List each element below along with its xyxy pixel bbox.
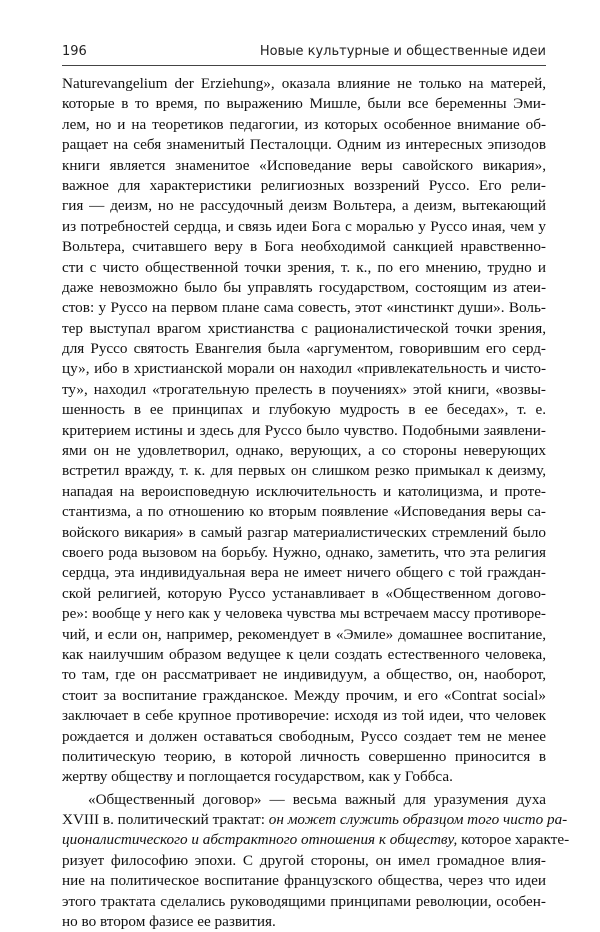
- text-line: ской религией, которую Руссо устанавливает в «Общественном догово-: [62, 584, 546, 602]
- text-line: политическую теорию, в которой личность совершенно приносится в: [62, 747, 546, 765]
- text-line: ями он не удовлетворил, однако, верующих, а со стороны неверующих: [62, 442, 546, 460]
- paragraph-rousseau-religion: [62, 74, 546, 788]
- paragraph-social-contract: [62, 790, 570, 932]
- text-line: то там, где он рассматривает не индивидуум, а общество, он, наоборот,: [62, 666, 546, 684]
- emphasis-text: он может служить образцом того чисто ра-: [268, 811, 568, 829]
- text-line: цу», ибо в христианской морали он находил «привлекательность и чисто-: [62, 360, 546, 378]
- text-line: войского викария» в самый разгар материалистических стремлений было: [62, 523, 546, 541]
- header-rule: [62, 65, 546, 66]
- text-line: стов: у Руссо на первом плане сама совесть, этот «инстинкт души». Воль-: [62, 299, 546, 317]
- text-line: Вольтера, считавшего веру в Бога необходимой санкцией нравственно-: [62, 238, 546, 256]
- text-line: стоит за воспитание гражданское. Между прочим, и его «Contrat social»: [62, 686, 546, 704]
- text-line: своего рода вызовом на борьбу. Нужно, однако, заметить, что эта религия: [62, 543, 546, 561]
- text-line: чий, и если он, например, рекомендует в «Эмиле» домашнее воспитание,: [62, 625, 546, 643]
- text-line: [62, 810, 568, 830]
- text-line: из потребностей сердца, и связь идеи Бога с моралью у Руссо иная, чем у: [62, 217, 546, 235]
- text-line: встретил вражду, т. к. для первых он слишком резко примыкал к деизму,: [62, 462, 546, 480]
- text-line: даже невозможно было бы управлять государством, состоящим из атеи-: [62, 278, 546, 296]
- text-line: заключает в себе крупное противоречие: исходя из той идеи, что человек: [62, 707, 546, 725]
- text-line: лем, но и на теоретиков педагогии, из которых особенное внимание об-: [62, 115, 546, 133]
- text-line: ризует философию эпохи. С другой стороны, он имел громадное влия-: [62, 851, 546, 869]
- text-line: ние на политическое воспитание французского общества, через что идеи: [62, 872, 546, 890]
- body-text: [62, 74, 570, 932]
- text-line: но во втором фазисе ее развития.: [62, 913, 276, 931]
- text-line: рождается и должен оставаться свободным, Руссо создает тем не менее: [62, 727, 546, 745]
- text-line: которые в то время, по выражению Мишле, были все беременны Эми-: [62, 95, 546, 113]
- text-line: Naturevangelium der Erziehung», оказала влияние не только на матерей,: [62, 75, 546, 92]
- text-run: которое характе-: [457, 831, 570, 849]
- text-line: ращает на себя знаменитый Песталоцци. Одним из интересных эпизодов: [62, 136, 546, 154]
- text-line: стантизма, а по отношению ко вторым появление «Исповедания веры са-: [62, 503, 546, 521]
- text-line: жертву обществу и поглощается государством, как у Гоббса.: [62, 768, 453, 786]
- text-line: шенность в ее принципах и глубокую мудрость в ее беседах», т. е.: [62, 401, 546, 419]
- text-line: как наилучшим образом ведущее к цели создать естественного человека,: [62, 645, 546, 663]
- text-run: XVIII в. политический трактат:: [62, 811, 269, 829]
- text-line: для Руссо святость Евангелия была «аргументом, говорившим его серд-: [62, 340, 546, 358]
- text-line: книги является знаменитое «Исповедание веры савойского викария»,: [62, 156, 546, 174]
- text-line: нападая на вероисповедную исключительность и католицизма, и проте-: [62, 482, 546, 500]
- text-line: «Общественный договор» — весьма важный для уразумения духа: [88, 790, 546, 808]
- page-number: 196: [62, 44, 87, 59]
- text-line: важное для характеристики религиозных воззрений Руссо. Его рели-: [62, 176, 546, 194]
- text-line: критерием истины и здесь для Руссо было чувство. Подобными заявлени-: [62, 421, 546, 439]
- text-line: сердца, эта индивидуальная вера не имеет ничего общего с той граждан-: [62, 564, 546, 582]
- text-line: этого трактата сделались руководящими принципами революции, особен-: [62, 892, 546, 910]
- text-line: ту», находил «трогательную прелесть в поучениях» этой книги, «возвы-: [62, 380, 546, 398]
- section-title: Новые культурные и общественные идеи: [259, 44, 546, 59]
- text-line: тер выступал врагом христианства с рационалистической точки зрения,: [62, 319, 546, 337]
- text-line: ре»: вообще у него как у человека чувства мы встречаем массу противоре-: [62, 605, 546, 623]
- emphasis-text: ционалистического и абстрактного отношения к обществу,: [62, 831, 458, 849]
- text-line: [62, 830, 570, 850]
- running-head: [62, 44, 546, 64]
- text-line: гия — деизм, но не рассудочный деизм Вольтера, а деизм, вытекающий: [62, 197, 546, 215]
- text-line: сти с чисто общественной точки зрения, т. к., по его мнению, трудно и: [62, 258, 546, 276]
